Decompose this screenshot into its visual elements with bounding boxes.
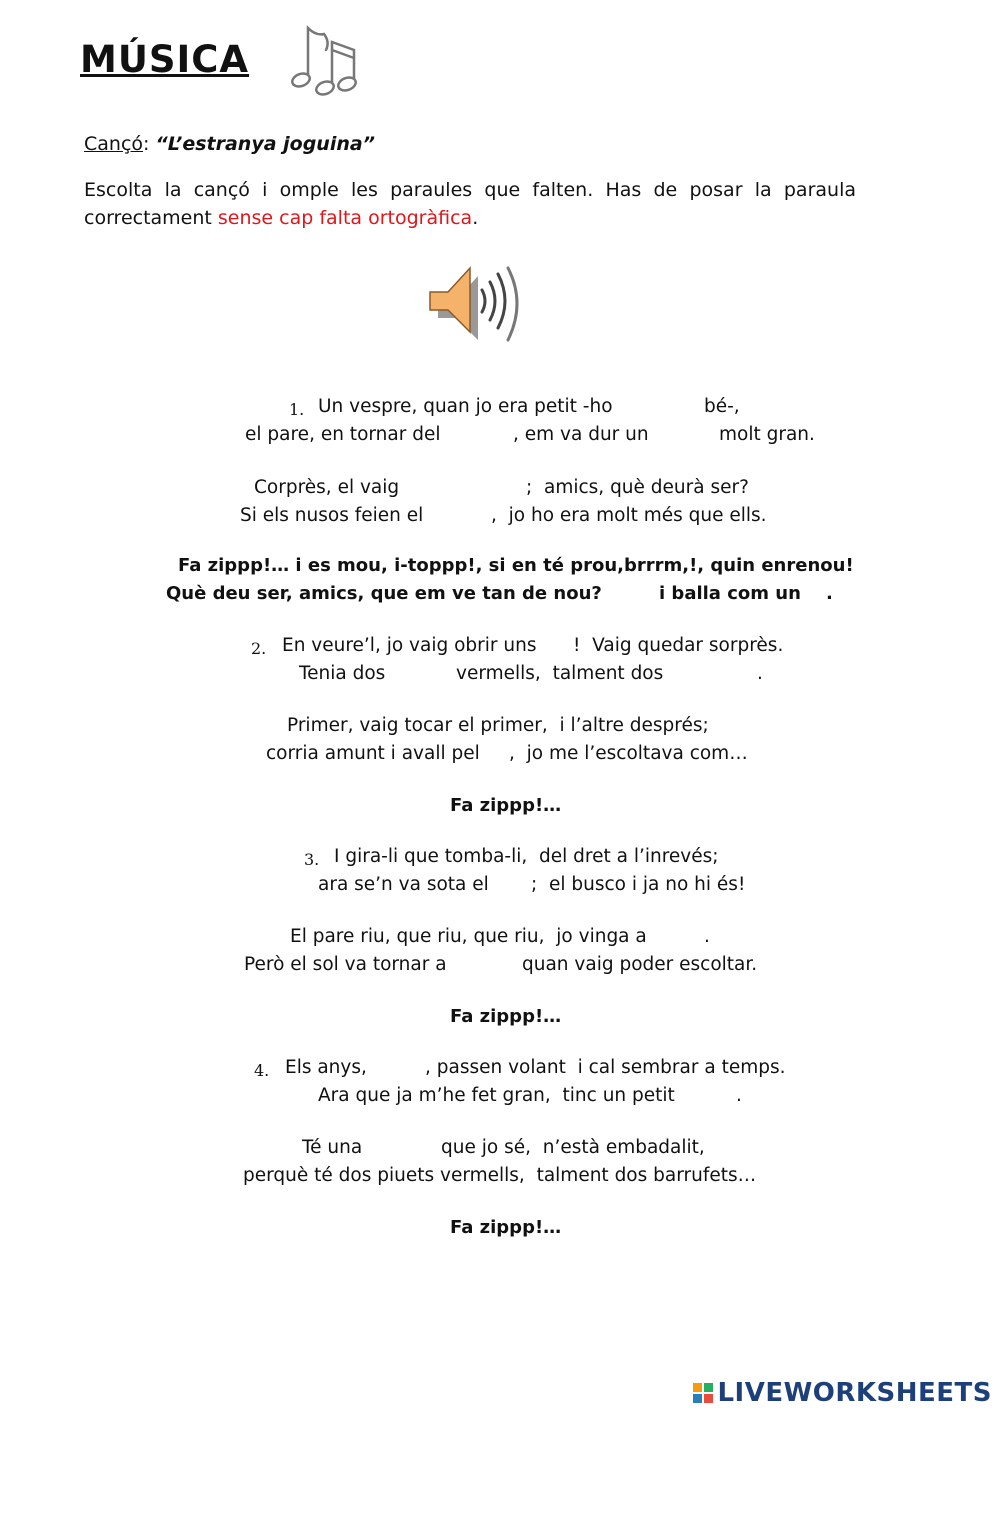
lyric-text: I gira-li que tomba-li, del dret a l’inrevés; — [334, 846, 719, 867]
chorus-line: Fa zippp!… i es mou, i-toppp!, si en té prou,brrrm,!, quin enrenou! — [178, 555, 854, 576]
lyric-text: . — [757, 663, 763, 684]
verse-number: 4. — [254, 1061, 270, 1080]
lyric-text: Tenia dos — [299, 663, 386, 684]
lyric-text: que jo sé, n’està embadalit, — [441, 1137, 705, 1158]
chorus-reference: Fa zippp!… — [450, 1006, 562, 1027]
verse-number: 2. — [251, 639, 267, 658]
lyric-text: ! Vaig quedar sorprès. — [573, 635, 784, 656]
lyric-text: Si els nusos feien el — [240, 505, 424, 526]
lyric-text: ara se’n va sota el — [318, 874, 489, 895]
lyric-text: Té una — [302, 1137, 363, 1158]
lyric-text: perquè té dos piuets vermells, talment dos barrufets… — [243, 1165, 757, 1186]
lyric-text: . — [704, 926, 710, 947]
lyric-text: quan vaig poder escoltar. — [522, 954, 758, 975]
lyric-text: , jo ho era molt més que ells. — [491, 505, 767, 526]
song-separator: : — [143, 133, 156, 155]
instructions-end: . — [472, 207, 479, 229]
chorus-line: . — [826, 583, 833, 604]
lyric-text: Ara que ja m’he fet gran, tinc un petit — [318, 1085, 675, 1106]
chorus-line: i balla com un — [659, 583, 801, 604]
lyric-text: ; amics, què deurà ser? — [526, 477, 749, 498]
lyric-text: , jo me l’escoltava com… — [509, 743, 748, 764]
lyric-text: , em va dur un — [513, 424, 649, 445]
chorus-line: Què deu ser, amics, que em ve tan de nou? — [166, 583, 602, 604]
lyric-text: Un vespre, quan jo era petit -ho — [318, 396, 613, 417]
song-label: Cançó — [84, 133, 144, 155]
lyric-text: Corprès, el vaig — [254, 477, 400, 498]
instructions-highlight: sense cap falta ortogràfica — [217, 207, 473, 229]
lyric-text: ; el busco i ja no hi és! — [531, 874, 746, 895]
lyric-text: vermells, talment dos — [456, 663, 664, 684]
lyric-text: Però el sol va tornar a — [244, 954, 447, 975]
page-title: MÚSICA — [80, 38, 250, 81]
lyric-text: Els anys, — [285, 1057, 367, 1078]
liveworksheets-logo[interactable] — [693, 1378, 992, 1408]
logo-grid-icon — [693, 1383, 713, 1403]
lyric-text: El pare riu, que riu, que riu, jo vinga a — [290, 926, 647, 947]
lyric-text: el pare, en tornar del — [245, 424, 441, 445]
lyric-text: Primer, vaig tocar el primer, i l’altre després; — [287, 715, 709, 736]
instructions-text: Escolta la cançó i omple les paraules que falten. Has de posar la paraula correctament — [84, 179, 856, 229]
lyric-text: . — [736, 1085, 742, 1106]
lyric-text: bé-, — [704, 396, 740, 417]
song-title: “L’estranya joguina” — [155, 133, 375, 155]
brand-name: LIVEWORKSHEETS — [717, 1378, 992, 1408]
lyric-text: En veure’l, jo vaig obrir uns — [282, 635, 537, 656]
chorus-reference: Fa zippp!… — [450, 1217, 562, 1238]
verse-number: 1. — [289, 400, 305, 419]
lyric-text: corria amunt i avall pel — [266, 743, 480, 764]
chorus-reference: Fa zippp!… — [450, 795, 562, 816]
lyric-text: molt gran. — [719, 424, 815, 445]
verse-number: 3. — [304, 850, 320, 869]
lyric-text: , passen volant i cal sembrar a temps. — [425, 1057, 786, 1078]
